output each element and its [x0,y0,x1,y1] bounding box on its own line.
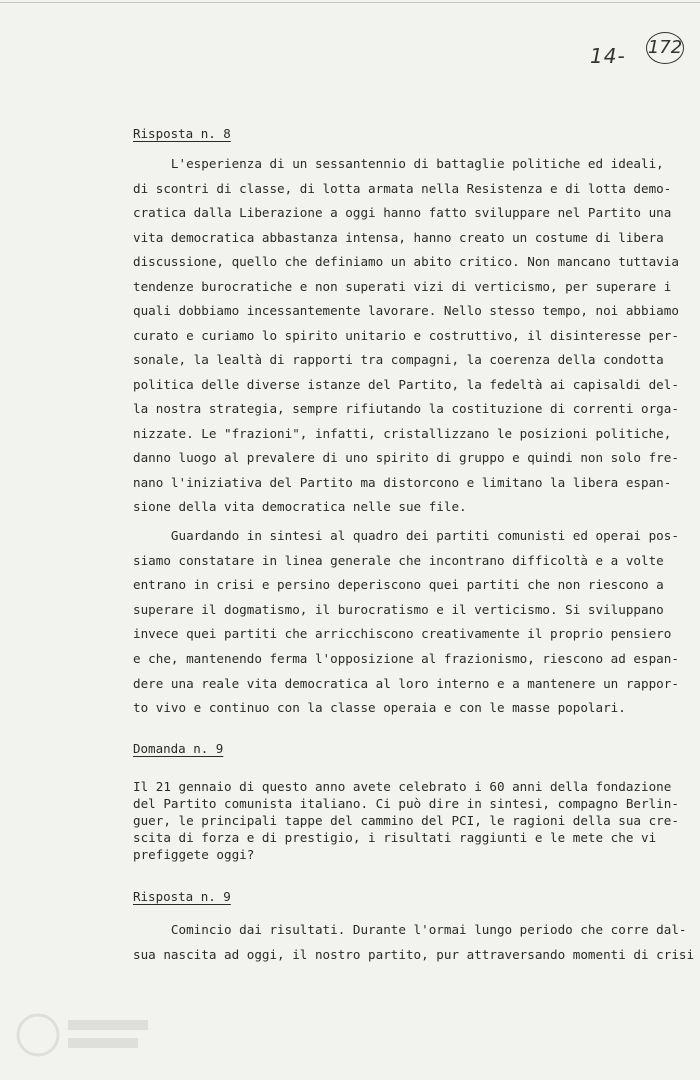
text-line: e che, mantenendo ferma l'opposizione al frazionismo, riescono ad espan- [133,650,679,666]
text-line: siamo constatare in linea generale che incontrano difficoltà e a volte [133,552,664,568]
text-line: guer, le principali tappe del cammino del PCI, le ragioni della sua cre- [133,812,679,828]
heading-risposta-8: Risposta n. 8 [133,126,231,141]
text-line: nizzate. Le "frazioni", infatti, cristallizzano le posizioni politiche, [133,425,672,441]
page-number [590,32,690,76]
circled-page-number: 172 [646,32,684,64]
top-edge-rule [0,2,700,3]
archive-watermark-icon [8,1000,158,1060]
text-line: quali dobbiamo incessantemente lavorare. Nello stesso tempo, noi abbiamo [133,303,679,318]
text-line: Guardando in sintesi al quadro dei partiti comunisti ed operai pos- [133,528,679,543]
answer-8-paragraph-2 [133,524,679,721]
text-line: invece quei partiti che arricchiscono creativamente il proprio pensiero [133,626,672,642]
text-line: sione della vita democratica nelle sue file. [133,499,467,514]
text-line: nano l'iniziativa del Partito ma distorcono e limitano la libera espan- [133,474,672,490]
text-line: di scontri di classe, di lotta armata nella Resistenza e di lotta demo- [133,180,672,196]
text-line: superare il dogmatismo, il burocratismo e il verticismo. Si sviluppano [133,601,664,617]
handwritten-page-number: 14- [590,44,626,68]
text-line: del Partito comunista italiano. Ci può dire in sintesi, compagno Berlin- [133,795,679,811]
text-line: L'esperienza di un sessantennio di battaglie politiche ed ideali, [133,156,664,171]
text-line: politica delle diverse istanze del Partito, la fedeltà ai capisaldi del- [133,376,679,392]
text-line: cratica dalla Liberazione a oggi hanno fatto sviluppare nel Partito una [133,205,672,220]
text-line: scita di forza e di prestigio, i risultati raggiunti e le mete che vi [133,829,657,845]
text-line: to vivo e continuo con la classe operaia e con le masse popolari. [133,700,626,716]
text-line: vita democratica abbastanza intensa, hanno creato un costume di libera [133,229,664,245]
text-line: entrano in crisi e persino deperiscono quei partiti che non riescono a [133,577,664,593]
text-line: Comincio dai risultati. Durante l'ormai lungo periodo che corre dal- [133,922,687,937]
text-line: prefiggete oggi? [133,846,255,862]
text-line: sonale, la lealtà di rapporti tra compagni, la coerenza della condotta [133,352,664,367]
question-9-paragraph [133,779,679,863]
text-line: discussione, quello che definiamo un abito critico. Non mancano tuttavia [133,254,679,269]
heading-domanda-9: Domanda n. 9 [133,741,224,756]
text-line: dere una reale vita democratica al loro interno e a mantenere un rappor- [133,675,679,691]
text-line: Il 21 gennaio di questo anno avete celebrato i 60 anni della fondazione [133,779,672,794]
text-line: la nostra strategia, sempre rifiutando la costituzione di correnti orga- [133,401,679,416]
heading-risposta-9: Risposta n. 9 [133,889,231,904]
answer-8-paragraph-1 [133,152,679,520]
text-line: sua nascita ad oggi, il nostro partito, pur attraversando momenti di crisi [133,947,695,962]
text-line: curato e curiamo lo spirito unitario e costruttivo, il disinteresse per- [133,327,679,343]
answer-9-paragraph [133,917,695,967]
text-line: tendenze burocratiche e non superati vizi di verticismo, per superare i [133,278,672,294]
text-line: danno luogo al prevalere di uno spirito di gruppo e quindi non solo fre- [133,450,679,465]
